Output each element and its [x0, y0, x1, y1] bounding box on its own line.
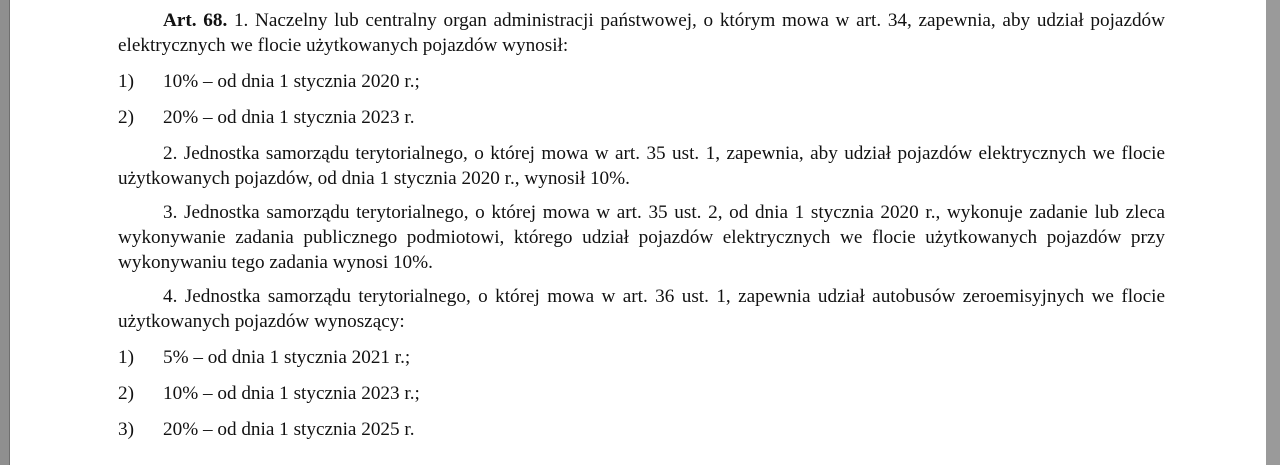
- list-item-text: 20% – od dnia 1 stycznia 2025 r.: [163, 419, 415, 440]
- list-item: [118, 69, 1165, 94]
- document-page: [10, 0, 1266, 465]
- list-item: [118, 417, 1165, 442]
- list-item: [118, 105, 1165, 130]
- vertical-scrollbar[interactable]: [1266, 0, 1280, 465]
- list-item-text: 5% – od dnia 1 stycznia 2021 r.;: [163, 347, 411, 368]
- list-item: [118, 345, 1165, 370]
- list-item-number: 3): [118, 419, 134, 440]
- article-body: [118, 8, 1165, 442]
- article-label: Art. 68.: [163, 10, 228, 31]
- list-item-text: 20% – od dnia 1 stycznia 2023 r.: [163, 107, 415, 128]
- paragraph-ust-2: 2. Jednostka samorządu terytorialnego, o której mowa w art. 35 ust. 1, zapewnia, aby udział pojazdów elektrycznych we flocie użytkowanych pojazdów, od dnia 1 stycznia 2020 r., wynosił 10%.: [118, 143, 1165, 189]
- paragraph-text: 1. Naczelny lub centralny organ administracji państwowej, o którym mowa w art. 34, zapewnia, aby udział pojazdów elektrycznych we flocie użytkowanych pojazdów wynosił:: [118, 10, 1166, 56]
- list-item-number: 2): [118, 107, 134, 128]
- list-ust-1: [118, 69, 1165, 130]
- list-item-text: 10% – od dnia 1 stycznia 2023 r.;: [163, 383, 420, 404]
- paragraph-ust-4: 4. Jednostka samorządu terytorialnego, o której mowa w art. 36 ust. 1, zapewnia udział autobusów zeroemisyjnych we flocie użytkowanych pojazdów wynoszący:: [118, 286, 1165, 332]
- list-item-number: 1): [118, 71, 134, 92]
- list-item-text: 10% – od dnia 1 stycznia 2020 r.;: [163, 71, 420, 92]
- paragraph-ust-1: [118, 8, 1165, 58]
- list-item: [118, 381, 1165, 406]
- paragraph-ust-3: 3. Jednostka samorządu terytorialnego, o której mowa w art. 35 ust. 2, od dnia 1 stycznia 2020 r., wykonuje zadanie lub zleca wykonywanie zadania publicznego podmiotowi, którego udział pojazdów elektrycznych we flocie użytkowanych pojazdów przy wykonywaniu tego zadania wynosi 10%.: [118, 202, 1165, 273]
- list-item-number: 2): [118, 383, 134, 404]
- list-item-number: 1): [118, 347, 134, 368]
- list-ust-4: [118, 345, 1165, 442]
